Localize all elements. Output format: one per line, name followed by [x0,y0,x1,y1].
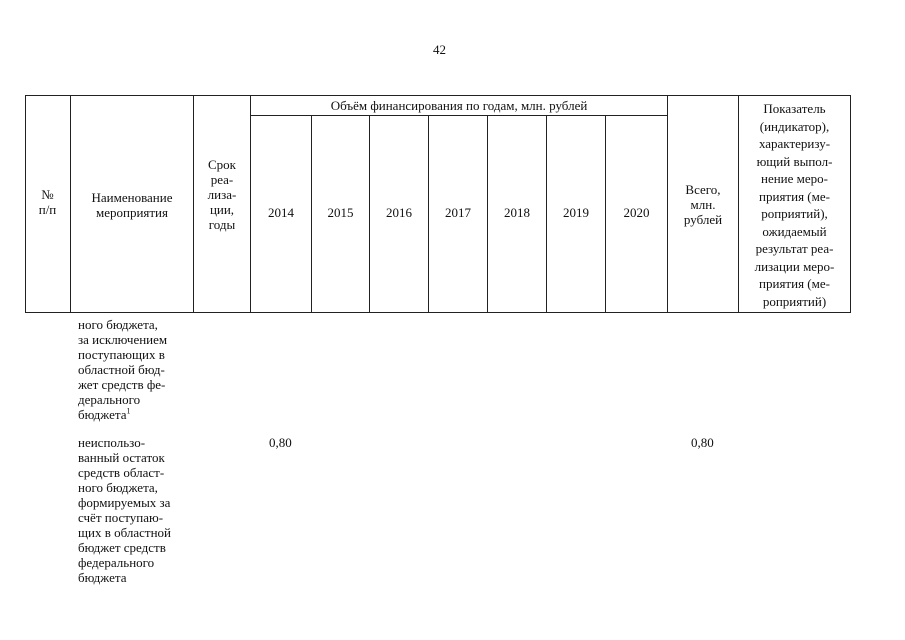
page-number: 42 [433,42,446,57]
row-1-name-text: ного бюджета, за исключением поступающих в областной бюд- жет средств фе- дерального бюджета [78,317,168,422]
row-2-total: 0,80 [691,435,714,450]
header-bottom-border [25,312,851,313]
table-header [25,95,851,313]
header-year-2020: 2020 [623,205,650,220]
header-no: № п/п [38,187,57,217]
header-year-2019: 2019 [563,205,589,220]
row-2-name: неиспользо- ванный остаток средств област- ного бюджета, формируемых за счёт поступаю- щих в областной бюджет средств федерального бюджета [78,435,172,585]
header-year-2016: 2016 [386,205,412,220]
header-year-2017: 2017 [445,205,471,220]
row-1-name [78,317,167,422]
header-term: Срок реа- лиза- ции, годы [207,157,237,232]
border-term [250,95,251,313]
header-year-2014: 2014 [268,205,294,220]
header-total: Всего, млн. рублей [683,182,723,227]
footnote-marker: 1 [126,406,131,416]
header-year-2015: 2015 [327,205,354,220]
header-year-2018: 2018 [504,205,530,220]
header-funding-group: Объём финансирования по годам, млн. рублей [330,98,588,113]
row-2-value-2014: 0,80 [269,435,292,450]
header-name: Наименование мероприятия [91,190,173,220]
header-indicator: Показатель (индикатор), характеризу- ющий выпол- нение меро- приятия (ме- роприятий), ожидаемый результат реа- лизации меро- приятия (ме- роприятий) [754,101,835,309]
border-right [850,95,851,313]
header-top-border [25,95,851,96]
